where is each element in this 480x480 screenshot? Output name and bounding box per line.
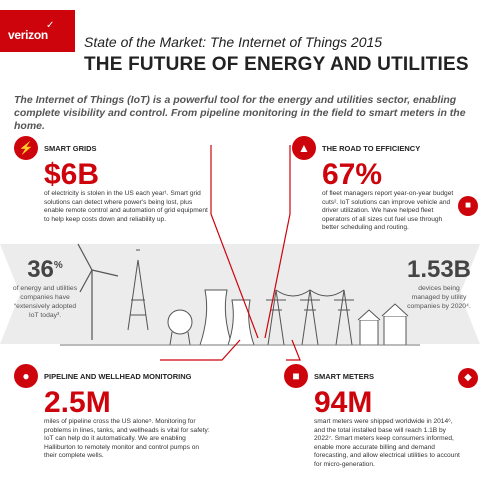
adoption-stat xyxy=(8,256,82,320)
oil-rig-icon xyxy=(128,250,148,330)
devices-text: devices being managed by utility companies by 2020⁴. xyxy=(407,285,471,310)
page-title: THE FUTURE OF ENERGY AND UTILITIES xyxy=(84,54,469,75)
cooling-tower-icon xyxy=(200,290,254,345)
houses-icon xyxy=(358,304,408,345)
pipeline-text: miles of pipeline cross the US alone⁵. Monitoring for problems in lines, tanks, and wellheads is vital for safety: IoT can help do it automatically. We are enabling Halliburton to remotely monitor and control pumps on their complete wells. xyxy=(44,418,210,460)
smart-meters-value: 94M xyxy=(314,386,373,419)
devices-stat xyxy=(404,256,474,311)
wind-turbine-icon xyxy=(78,244,118,340)
truck-icon: ■ xyxy=(458,196,478,216)
pipeline-label: PIPELINE AND WELLHEAD MONITORING xyxy=(44,371,192,381)
pipeline-section xyxy=(14,364,210,461)
road-icon: ▲ xyxy=(292,136,316,160)
smart-meters-label: SMART METERS xyxy=(314,371,374,381)
pipeline-value: 2.5M xyxy=(44,386,111,419)
efficiency-value: 67% xyxy=(322,158,383,191)
efficiency-label: THE ROAD TO EFFICIENCY xyxy=(322,143,421,153)
intro-text: The Internet of Things (IoT) is a powerful tool for the energy and utilities sector, enabling complete visibility and control. From pipeline monitoring in the field to smart meters in the home. xyxy=(14,94,466,132)
efficiency-text: of fleet managers report year-on-year budget cuts². IoT solutions can improve vehicle and driver utilization. We have helped fleet operators of all sizes cut fuel use through better scheduling and routing. xyxy=(322,190,454,232)
gas-tank-icon xyxy=(168,310,192,345)
oil-drop-icon: ● xyxy=(14,364,38,388)
adoption-unit: % xyxy=(53,260,63,271)
smart-grids-value: $6B xyxy=(44,158,100,191)
smart-meters-text: smart meters were shipped worldwide in 2014⁶, and the total installed base will reach 1.1B by 2022⁷. Smart meters keep consumers informed, enable more accurate billing and demand forecasting, and allow electrical utilities to account for micro-generation. xyxy=(314,418,460,468)
verizon-logo xyxy=(0,10,75,52)
adoption-value: 36% xyxy=(27,256,63,283)
adoption-text: of energy and utilities companies have “extensively adopted IoT today³. xyxy=(12,285,78,319)
header-subtitle: State of the Market: The Internet of Things 2015 xyxy=(84,34,383,50)
power-pylon-icon xyxy=(266,290,354,345)
smart-grids-section xyxy=(14,136,210,224)
smart-meters-section xyxy=(284,364,460,470)
power-tower-icon: ⚡ xyxy=(14,136,38,160)
meter-icon: ■ xyxy=(284,364,308,388)
devices-value: 1.53B xyxy=(406,256,472,283)
brand-name: verizon xyxy=(8,28,48,42)
smart-grids-label: SMART GRIDS xyxy=(44,143,97,153)
meter-icon-right: ◆ xyxy=(458,368,478,388)
efficiency-section xyxy=(292,136,460,233)
checkmark-icon: ✓ xyxy=(46,20,55,31)
smart-grids-text: of electricity is stolen in the US each year¹. Smart grid solutions can detect where power's being lost, plus enable remote control and automation of grid equipment to help keep costs down and reliability up. xyxy=(44,190,208,223)
